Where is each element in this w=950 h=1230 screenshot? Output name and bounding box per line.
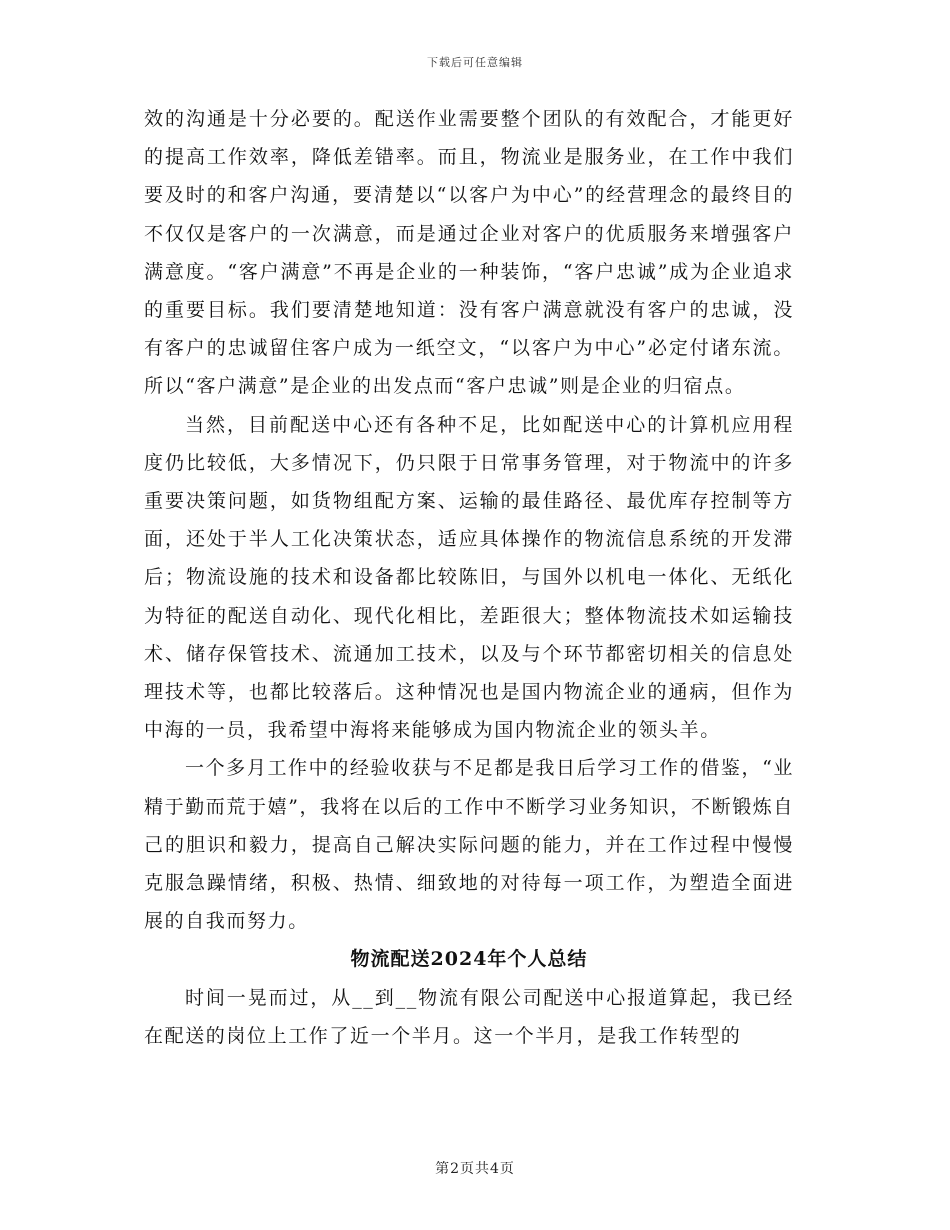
document-body — [144, 100, 794, 1055]
paragraph-4: 时间一晃而过，从__到__物流有限公司配送中心报道算起，我已经在配送的岗位上工作了近一个半月。这一个半月，是我工作转型的 — [144, 986, 794, 1047]
page-number: 第2页共4页 — [435, 1161, 515, 1177]
paragraph-2: 当然，目前配送中心还有各种不足，比如配送中心的计算机应用程度仍比较低，大多情况下，仍只限于日常事务管理，对于物流中的许多重要决策问题，如货物组配方案、运输的最佳路径、最优库存控制等方面，还处于半人工化决策状态，适应具体操作的物流信息系统的开发滞后；物流设施的技术和设备都比较陈旧，与国外以机电一体化、无纸化为特征的配送自动化、现代化相比，差距很大；整体物流技术如运输技术、储存保管技术、流通加工技术，以及与个环节都密切相关的信息处理技术等，也都比较落后。这种情况也是国内物流企业的通病，但作为中海的一员，我希望中海将来能够成为国内物流企业的领头羊。 — [144, 413, 794, 742]
header-note: 下载后可任意编辑 — [427, 56, 523, 69]
paragraph-3: 一个多月工作中的经验收获与不足都是我日后学习工作的借鉴，“业精于勤而荒于嬉”，我将在以后的工作中不断学习业务知识，不断锻炼自己的胆识和毅力，提高自己解决实际问题的能力，并在工作过程中慢慢克服急躁情绪，积极、热情、细致地的对待每一项工作，为塑造全面进展的自我而努力。 — [144, 757, 794, 933]
section-title: 物流配送2024年个人总结 — [350, 948, 588, 971]
paragraph-1: 效的沟通是十分必要的。配送作业需要整个团队的有效配合，才能更好的提高工作效率，降低差错率。而且，物流业是服务业，在工作中我们要及时的和客户沟通，要清楚以“以客户为中心”的经营理念的最终目的不仅仅是客户的一次满意，而是通过企业对客户的优质服务来增强客户满意度。“客户满意”不再是企业的一种装饰，“客户忠诚”成为企业追求的重要目标。我们要清楚地知道：没有客户满意就没有客户的忠诚，没有客户的忠诚留住客户成为一纸空文，“以客户为中心”必定付诸东流。所以“客户满意”是企业的出发点而“客户忠诚”则是企业的归宿点。 — [144, 108, 794, 398]
